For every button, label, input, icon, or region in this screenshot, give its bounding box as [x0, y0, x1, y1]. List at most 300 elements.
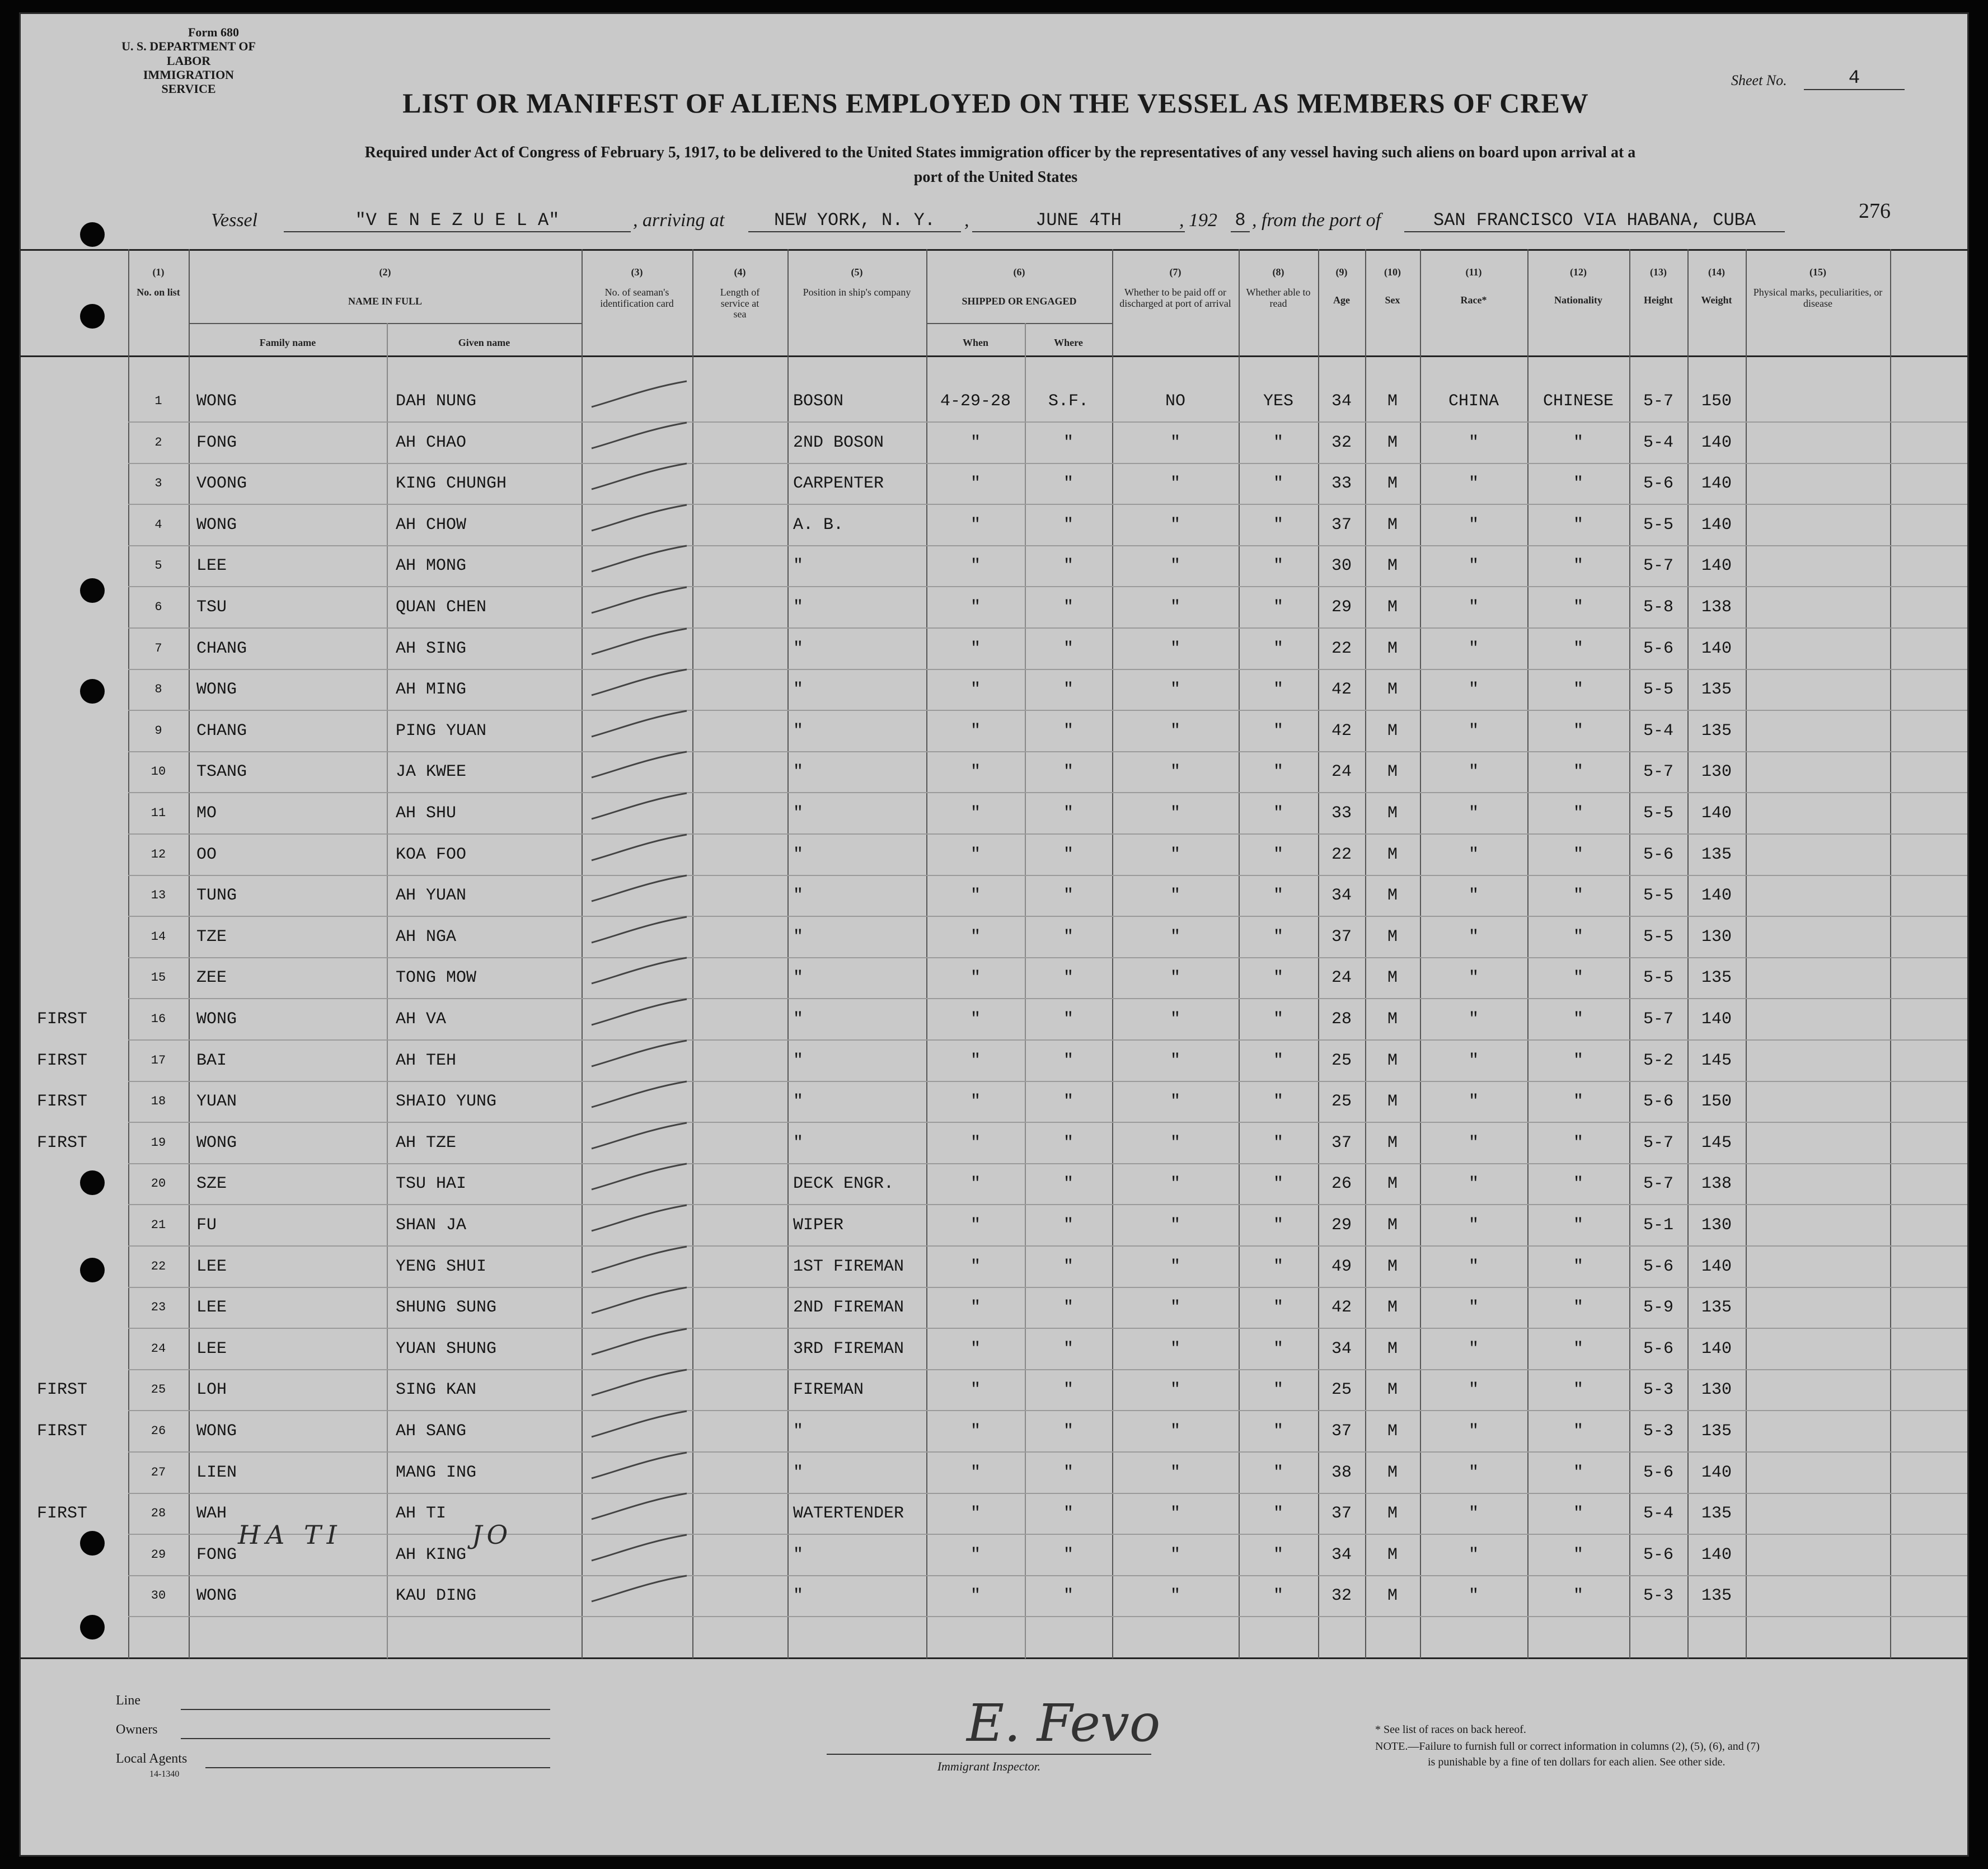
position-cell: ": [793, 1133, 804, 1153]
weight-cell: 130: [1701, 928, 1732, 947]
able-to-read-cell: ": [1273, 639, 1283, 658]
shipped-when-cell: ": [970, 1133, 981, 1153]
pencil-check-mark: [586, 954, 698, 988]
shipped-where-cell: ": [1063, 1257, 1073, 1276]
given-name-cell: PING YUAN: [396, 722, 487, 741]
weight-cell: 130: [1701, 1380, 1732, 1399]
height-cell: 5-6: [1643, 639, 1673, 658]
position-cell: ": [793, 639, 804, 658]
paid-off-cell: ": [1170, 1339, 1180, 1359]
age-cell: 25: [1331, 1380, 1352, 1399]
shipped-when-cell: ": [970, 804, 981, 823]
row-rule: [128, 1081, 1969, 1082]
height-cell: 5-5: [1643, 804, 1673, 823]
height-cell: 5-4: [1643, 1504, 1673, 1523]
age-cell: 29: [1331, 598, 1352, 617]
given-name-cell: YENG SHUI: [396, 1257, 487, 1276]
pencil-check-mark: [586, 996, 698, 1029]
table-row: [21, 432, 1969, 454]
pencil-check-mark: [586, 419, 698, 453]
given-name-cell: AH VA: [396, 1010, 447, 1029]
shipped-where-cell: ": [1063, 1133, 1073, 1153]
able-to-read-cell: ": [1273, 1463, 1283, 1482]
shipped-where-cell: ": [1063, 886, 1073, 905]
given-name-cell: AH CHAO: [396, 433, 467, 452]
row-rule: [128, 916, 1969, 917]
races-note: * See list of races on back hereof.: [1375, 1723, 1526, 1736]
race-cell: ": [1468, 556, 1479, 575]
pencil-check-mark: [586, 1119, 698, 1153]
pencil-check-mark: [586, 1284, 698, 1318]
age-cell: 37: [1331, 516, 1352, 535]
pencil-check-mark: [586, 914, 698, 947]
shipped-where-cell: ": [1063, 1463, 1073, 1482]
shipped-where-cell: ": [1063, 1298, 1073, 1317]
paid-off-cell: ": [1170, 516, 1180, 535]
nationality-cell: ": [1573, 516, 1583, 535]
paid-off-cell: ": [1170, 1298, 1180, 1317]
weight-cell: 135: [1701, 1422, 1732, 1441]
race-cell: ": [1468, 1010, 1479, 1029]
paid-off-cell: ": [1170, 804, 1180, 823]
given-name-cell: AH YUAN: [396, 886, 467, 905]
nationality-cell: ": [1573, 1545, 1583, 1564]
row-rule: [128, 1163, 1969, 1164]
sex-cell: M: [1387, 1463, 1398, 1482]
position-cell: BOSON: [793, 392, 844, 411]
first-class-mark-cell: FIRST: [36, 1133, 87, 1153]
shipped-where-cell: ": [1063, 680, 1073, 699]
agents-field: [205, 1767, 550, 1768]
paid-off-cell: ": [1170, 1133, 1180, 1153]
shipped-when-cell: ": [970, 1174, 981, 1193]
first-class-mark-cell: [23, 1585, 101, 1607]
nationality-cell: ": [1573, 1010, 1583, 1029]
pencil-check-mark: [586, 1531, 698, 1565]
family-name-cell: WONG: [196, 1586, 237, 1605]
pencil-check-mark: [586, 1572, 698, 1606]
sex-cell: M: [1387, 1092, 1398, 1111]
position-cell: ": [793, 928, 804, 947]
position-cell: ": [793, 1010, 804, 1029]
race-cell: ": [1468, 516, 1479, 535]
shipped-where-cell: ": [1063, 722, 1073, 741]
able-to-read-cell: ": [1273, 1380, 1283, 1399]
col13-title: Height: [1644, 294, 1673, 306]
nationality-cell: ": [1573, 722, 1583, 741]
first-class-mark-cell: FIRST: [36, 1380, 87, 1399]
nationality-cell: ": [1573, 1504, 1583, 1523]
age-cell: 25: [1331, 1092, 1352, 1111]
sex-cell: M: [1387, 1380, 1398, 1399]
height-cell: 5-5: [1643, 516, 1673, 535]
height-cell: 5-7: [1643, 1010, 1673, 1029]
sex-cell: M: [1387, 1545, 1398, 1564]
height-cell: 5-4: [1643, 433, 1673, 452]
col7-number: (7): [1169, 266, 1181, 278]
shipped-where-cell: ": [1063, 1092, 1073, 1111]
sex-cell: M: [1387, 1010, 1398, 1029]
given-name-cell: TSU HAI: [396, 1174, 467, 1193]
race-cell: ": [1468, 845, 1479, 864]
paid-off-cell: ": [1170, 1216, 1180, 1235]
first-class-mark-cell: [23, 967, 101, 989]
weight-cell: 140: [1701, 1257, 1732, 1276]
given-name-cell: SHAIO YUNG: [396, 1092, 497, 1111]
shipped-when-cell: ": [970, 1257, 981, 1276]
service-name: IMMIGRATION SERVICE: [143, 67, 235, 96]
able-to-read-cell: ": [1273, 928, 1283, 947]
family-name-cell: OO: [196, 845, 217, 864]
race-cell: ": [1468, 1422, 1479, 1441]
shipped-when-cell: ": [970, 1298, 981, 1317]
given-name-cell: KOA FOO: [396, 845, 467, 864]
race-cell: ": [1468, 968, 1479, 987]
height-cell: 5-7: [1643, 556, 1673, 575]
age-cell: 29: [1331, 1216, 1352, 1235]
row-number-cell: 21: [151, 1218, 166, 1232]
row-number-cell: 14: [151, 930, 166, 944]
row-number-cell: 4: [154, 518, 162, 532]
shipped-when-cell: ": [970, 762, 981, 781]
pencil-check-mark: [586, 748, 698, 782]
paid-off-cell: ": [1170, 1051, 1180, 1070]
race-cell: ": [1468, 474, 1479, 493]
sex-cell: M: [1387, 516, 1398, 535]
able-to-read-cell: ": [1273, 845, 1283, 864]
given-name-cell: AH TEH: [396, 1051, 457, 1070]
nationality-cell: ": [1573, 1380, 1583, 1399]
position-cell: ": [793, 722, 804, 741]
age-cell: 49: [1331, 1257, 1352, 1276]
sex-cell: M: [1387, 1422, 1398, 1441]
height-cell: 5-7: [1643, 762, 1673, 781]
nationality-cell: ": [1573, 928, 1583, 947]
first-class-mark-cell: [23, 926, 101, 948]
shipped-where-cell: ": [1063, 1586, 1073, 1605]
table-row: [21, 926, 1969, 948]
pencil-check-mark: [586, 831, 698, 865]
row-rule: [128, 792, 1969, 793]
table-row: [21, 1008, 1969, 1030]
col7-title: Whether to be paid off or discharged at port of arrival: [1119, 286, 1231, 309]
shipped-when-cell: ": [970, 1010, 981, 1029]
shipped-where-cell: ": [1063, 1339, 1073, 1359]
family-name-cell: BAI: [196, 1051, 227, 1070]
sex-cell: M: [1387, 722, 1398, 741]
height-cell: 5-3: [1643, 1380, 1673, 1399]
age-cell: 42: [1331, 680, 1352, 699]
col8-number: (8): [1272, 266, 1284, 278]
pencil-check-mark: [586, 708, 698, 741]
race-cell: ": [1468, 928, 1479, 947]
weight-cell: 135: [1701, 1586, 1732, 1605]
age-cell: 42: [1331, 1298, 1352, 1317]
table-row: [21, 844, 1969, 866]
able-to-read-cell: ": [1273, 1339, 1283, 1359]
age-cell: 34: [1331, 1339, 1352, 1359]
col1-title: No. on list: [137, 286, 180, 298]
row-number-cell: 19: [151, 1136, 166, 1150]
shipped-where-cell: ": [1063, 762, 1073, 781]
paid-off-cell: ": [1170, 433, 1180, 452]
table-row: [21, 720, 1969, 742]
weight-cell: 140: [1701, 886, 1732, 905]
shipped-where-cell: ": [1063, 1422, 1073, 1441]
paid-off-cell: ": [1170, 556, 1180, 575]
age-cell: 34: [1331, 392, 1352, 411]
shipped-where-cell: ": [1063, 928, 1073, 947]
row-number-cell: 25: [151, 1383, 166, 1397]
row-rule: [128, 875, 1969, 876]
shipped-where-cell: ": [1063, 1051, 1073, 1070]
row-rule: [128, 1575, 1969, 1576]
row-rule: [128, 421, 1969, 423]
family-name-cell: WONG: [196, 392, 237, 411]
first-class-mark-cell: [23, 1214, 101, 1236]
col11-number: (11): [1465, 266, 1482, 278]
position-cell: A. B.: [793, 516, 844, 535]
row-rule: [128, 463, 1969, 464]
race-cell: ": [1468, 1133, 1479, 1153]
nationality-cell: ": [1573, 433, 1583, 452]
position-cell: CARPENTER: [793, 474, 884, 493]
able-to-read-cell: ": [1273, 474, 1283, 493]
given-name-cell: AH SING: [396, 639, 467, 658]
age-cell: 24: [1331, 968, 1352, 987]
nationality-cell: ": [1573, 1463, 1583, 1482]
age-cell: 37: [1331, 1422, 1352, 1441]
weight-cell: 138: [1701, 1174, 1732, 1193]
race-cell: ": [1468, 1257, 1479, 1276]
pencil-check-mark: [586, 872, 698, 906]
family-name-cell: YUAN: [196, 1092, 237, 1111]
weight-cell: 140: [1701, 474, 1732, 493]
table-row: [21, 555, 1969, 577]
position-cell: ": [793, 1422, 804, 1441]
shipped-when-cell: ": [970, 1051, 981, 1070]
pencil-check-mark: [586, 1202, 698, 1235]
family-name-cell: LEE: [196, 556, 227, 575]
row-rule: [128, 669, 1969, 670]
paid-off-cell: ": [1170, 680, 1180, 699]
given-name-cell: AH SHU: [396, 804, 457, 823]
height-cell: 5-7: [1643, 1133, 1673, 1153]
family-name-cell: WONG: [196, 680, 237, 699]
height-cell: 5-6: [1643, 1092, 1673, 1111]
row-number-cell: 5: [154, 559, 162, 573]
col14-title: Weight: [1701, 294, 1732, 306]
paid-off-cell: ": [1170, 1422, 1180, 1441]
given-name-cell: SHUNG SUNG: [396, 1298, 497, 1317]
position-cell: WATERTENDER: [793, 1504, 904, 1523]
punch-hole: [80, 222, 105, 247]
position-cell: ": [793, 1586, 804, 1605]
race-cell: ": [1468, 722, 1479, 741]
row-rule: [128, 1616, 1969, 1617]
arrival-date: JUNE 4TH: [972, 210, 1185, 232]
shipped-when-cell: ": [970, 556, 981, 575]
nationality-cell: ": [1573, 1422, 1583, 1441]
age-cell: 28: [1331, 1010, 1352, 1029]
col10-title: Sex: [1385, 294, 1400, 306]
paid-off-cell: ": [1170, 845, 1180, 864]
row-number-cell: 9: [154, 724, 162, 738]
race-cell: ": [1468, 1051, 1479, 1070]
paid-off-cell: ": [1170, 968, 1180, 987]
given-name-cell: KING CHUNGH: [396, 474, 507, 493]
first-class-mark-cell: [23, 884, 101, 907]
col2-given-sub: Given name: [458, 337, 510, 348]
row-rule: [128, 1287, 1969, 1288]
col8-title: Whether able to read: [1246, 286, 1311, 309]
weight-cell: 140: [1701, 1010, 1732, 1029]
sex-cell: M: [1387, 762, 1398, 781]
departure-port: SAN FRANCISCO VIA HABANA, CUBA: [1404, 210, 1785, 232]
row-number-cell: 13: [151, 888, 166, 902]
family-name-cell: ZEE: [196, 968, 227, 987]
race-cell: ": [1468, 1463, 1479, 1482]
given-name-cell: AH TZE: [396, 1133, 457, 1153]
race-cell: ": [1468, 1504, 1479, 1523]
col2-number: (2): [379, 266, 391, 278]
family-name-cell: WONG: [196, 1010, 237, 1029]
pencil-check-mark: [586, 1408, 698, 1441]
row-number-cell: 22: [151, 1259, 166, 1273]
paid-off-cell: ": [1170, 1174, 1180, 1193]
paid-off-cell: ": [1170, 886, 1180, 905]
paid-off-cell: ": [1170, 1257, 1180, 1276]
age-cell: 22: [1331, 845, 1352, 864]
race-cell: ": [1468, 1339, 1479, 1359]
weight-cell: 145: [1701, 1133, 1732, 1153]
col2-family-sub: Family name: [259, 337, 316, 348]
first-class-mark-cell: [23, 596, 101, 619]
family-name-cell: WONG: [196, 1422, 237, 1441]
given-name-cell: AH KING: [396, 1545, 467, 1564]
first-class-mark-cell: [23, 432, 101, 454]
shipped-where-cell: ": [1063, 433, 1073, 452]
row-number-cell: 12: [151, 847, 166, 861]
height-cell: 5-2: [1643, 1051, 1673, 1070]
col6-where-sub: Where: [1054, 337, 1083, 348]
weight-cell: 135: [1701, 968, 1732, 987]
paid-off-cell: ": [1170, 1010, 1180, 1029]
row-rule: [128, 1493, 1969, 1494]
family-name-cell: TSANG: [196, 762, 247, 781]
able-to-read-cell: ": [1273, 886, 1283, 905]
col2-title: NAME IN FULL: [348, 296, 422, 307]
shipped-where-cell: ": [1063, 845, 1073, 864]
pencil-check-mark: [586, 666, 698, 700]
first-class-mark-cell: [23, 390, 101, 413]
paid-off-cell: ": [1170, 1092, 1180, 1111]
paid-off-cell: ": [1170, 1504, 1180, 1523]
pencil-check-mark: [586, 1366, 698, 1400]
paid-off-cell: ": [1170, 1586, 1180, 1605]
able-to-read-cell: ": [1273, 556, 1283, 575]
race-cell: CHINA: [1448, 392, 1499, 411]
row-number-cell: 26: [151, 1424, 166, 1438]
position-cell: ": [793, 804, 804, 823]
agents-label: Local Agents: [116, 1751, 187, 1766]
position-cell: 1ST FIREMAN: [793, 1257, 904, 1276]
family-name-cell: WAH: [196, 1504, 227, 1523]
pencil-check-mark: [586, 584, 698, 617]
position-cell: ": [793, 845, 804, 864]
pencil-check-mark: [586, 542, 698, 576]
sex-cell: M: [1387, 556, 1398, 575]
family-name-cell: LOH: [196, 1380, 227, 1399]
shipped-where-cell: ": [1063, 639, 1073, 658]
shipped-when-cell: ": [970, 516, 981, 535]
form-number: Form 680: [187, 25, 239, 39]
age-cell: 22: [1331, 639, 1352, 658]
age-cell: 24: [1331, 762, 1352, 781]
shipped-where-cell: ": [1063, 1380, 1073, 1399]
table-row: [21, 1090, 1969, 1113]
able-to-read-cell: ": [1273, 1545, 1283, 1564]
able-to-read-cell: ": [1273, 1298, 1283, 1317]
shipped-when-cell: ": [970, 845, 981, 864]
table-row: [21, 802, 1969, 825]
weight-cell: 135: [1701, 680, 1732, 699]
row-rule: [128, 1328, 1969, 1329]
pencil-check-mark: [586, 378, 698, 411]
race-cell: ": [1468, 804, 1479, 823]
shipped-when-cell: ": [970, 598, 981, 617]
able-to-read-cell: YES: [1263, 392, 1293, 411]
row-rule: [128, 1122, 1969, 1123]
height-cell: 5-8: [1643, 598, 1673, 617]
age-cell: 34: [1331, 886, 1352, 905]
age-cell: 34: [1331, 1545, 1352, 1564]
able-to-read-cell: ": [1273, 1051, 1283, 1070]
sex-cell: M: [1387, 433, 1398, 452]
paid-off-cell: ": [1170, 1463, 1180, 1482]
race-cell: ": [1468, 1545, 1479, 1564]
row-number-cell: 3: [154, 476, 162, 490]
row-rule: [128, 1039, 1969, 1041]
sheet-label: Sheet No.: [1731, 72, 1787, 88]
subtitle-line-2: port of the United States: [913, 168, 1078, 186]
row-number-cell: 24: [151, 1342, 166, 1356]
race-cell: ": [1468, 1380, 1479, 1399]
height-cell: 5-5: [1643, 886, 1673, 905]
race-cell: ": [1468, 886, 1479, 905]
able-to-read-cell: ": [1273, 680, 1283, 699]
paid-off-cell: ": [1170, 722, 1180, 741]
col15-number: (15): [1809, 266, 1826, 278]
shipped-when-cell: ": [970, 1092, 981, 1111]
paid-off-cell: ": [1170, 762, 1180, 781]
family-name-cell: MO: [196, 804, 217, 823]
able-to-read-cell: ": [1273, 598, 1283, 617]
row-number-cell: 10: [151, 765, 166, 779]
department-block: [116, 25, 261, 96]
height-cell: 5-3: [1643, 1422, 1673, 1441]
able-to-read-cell: ": [1273, 722, 1283, 741]
family-name-cell: LEE: [196, 1298, 227, 1317]
sex-cell: M: [1387, 886, 1398, 905]
row-number-cell: 2: [154, 435, 162, 449]
paid-off-cell: NO: [1165, 392, 1185, 411]
handwritten-family-correction: HA TI: [238, 1520, 343, 1550]
pencil-check-mark: [586, 625, 698, 659]
first-class-mark-cell: [23, 844, 101, 866]
given-name-cell: AH CHOW: [396, 516, 467, 535]
arrival-port: NEW YORK, N. Y.: [748, 210, 961, 232]
